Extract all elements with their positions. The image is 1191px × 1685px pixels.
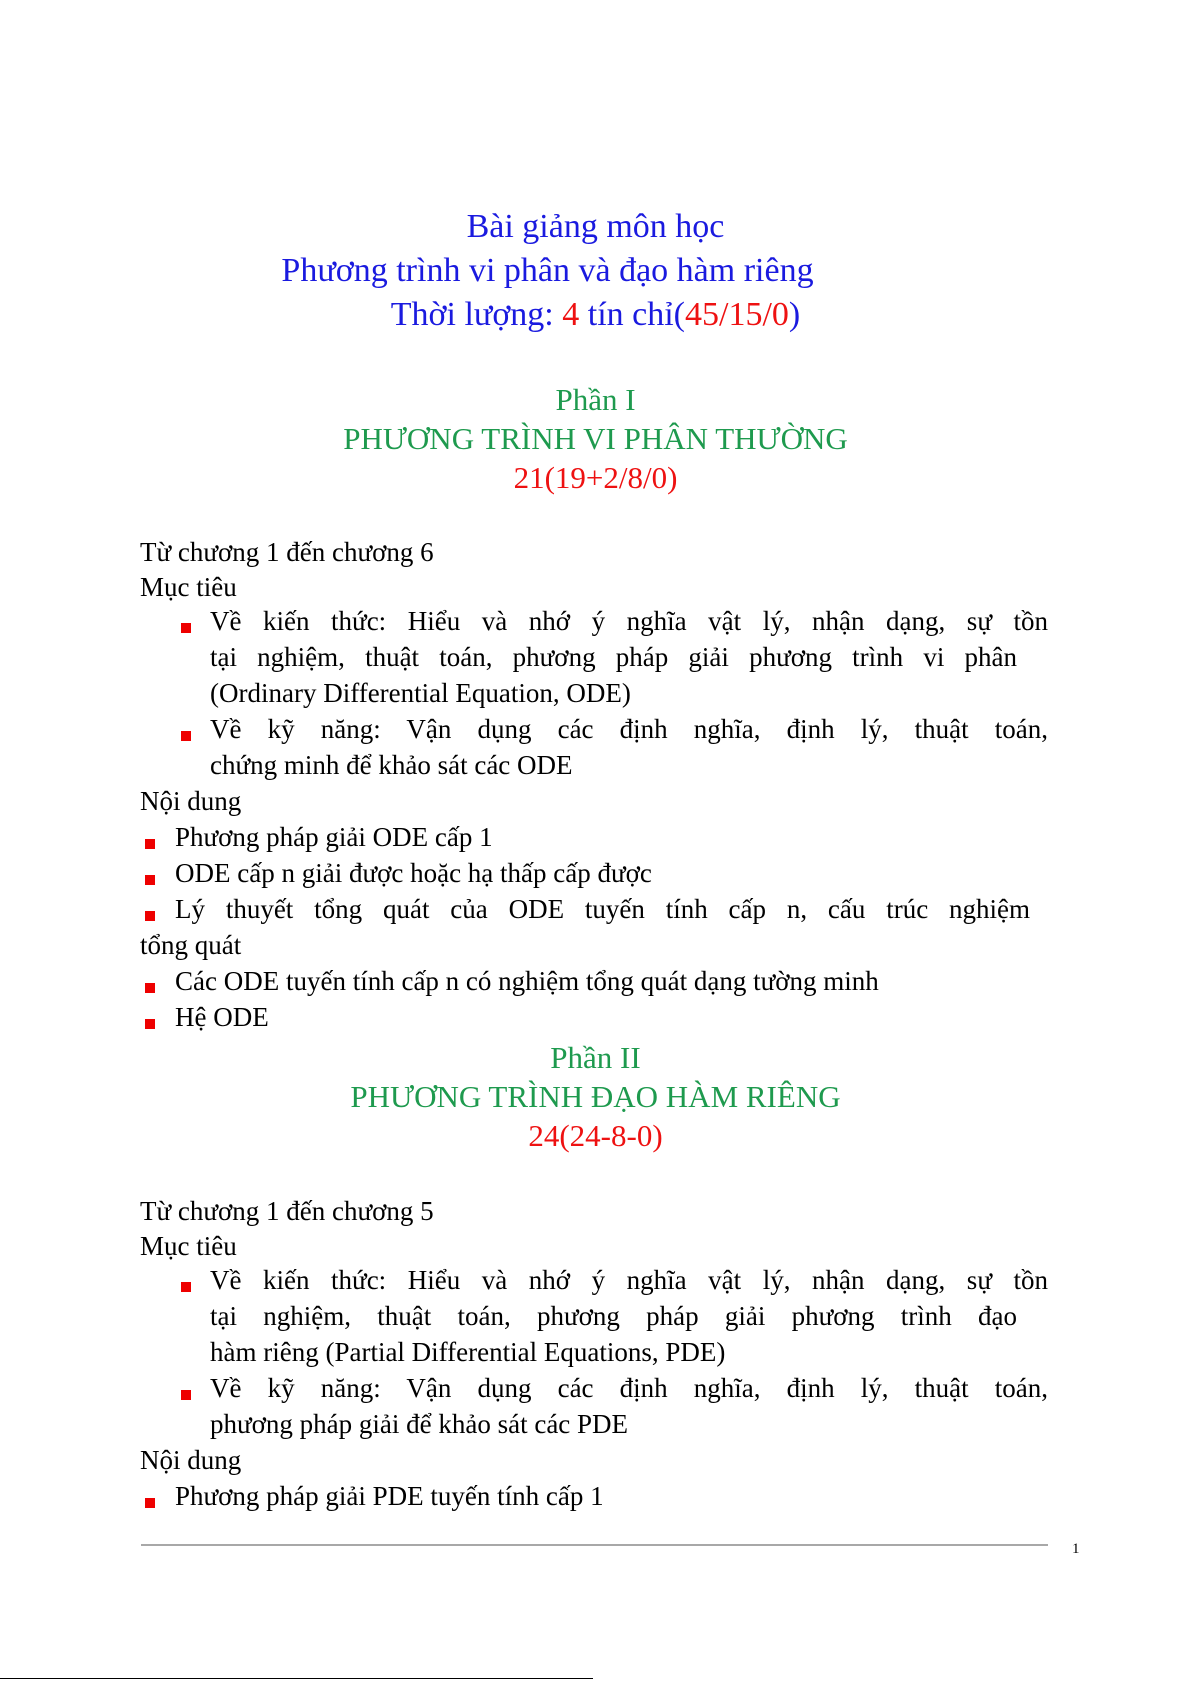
part1-goal-1-line-1: Về kiến thức: Hiểu và nhớ ý nghĩa vật lý, nhận dạng, sự tồn bbox=[210, 606, 1048, 636]
part1-chapters: Từ chương 1 đến chương 6 bbox=[140, 537, 434, 567]
part2-content-heading: Nội dung bbox=[140, 1445, 242, 1475]
duration-close: ) bbox=[788, 296, 801, 333]
part1-goal-1-line-2: tại nghiệm, thuật toán, phương pháp giải phương trình vi phân bbox=[210, 642, 1017, 672]
bullet-icon bbox=[181, 623, 191, 633]
bullet-icon bbox=[145, 1498, 155, 1508]
duration-line bbox=[0, 296, 1191, 334]
part1-content-heading: Nội dung bbox=[140, 786, 242, 816]
part1-label: Phần I bbox=[555, 382, 636, 417]
course-title: Bài giảng môn học bbox=[466, 208, 725, 245]
bullet-icon bbox=[145, 839, 155, 849]
course-name-line bbox=[0, 252, 1143, 290]
bullet-icon bbox=[181, 1390, 191, 1400]
part1-content-item-4: Các ODE tuyến tính cấp n có nghiệm tổng quát dạng tường minh bbox=[175, 966, 879, 996]
part2-hours: 24(24-8-0) bbox=[528, 1118, 663, 1153]
part1-goal-2-line-2: chứng minh để khảo sát các ODE bbox=[210, 750, 573, 780]
part1-content-item-5: Hệ ODE bbox=[175, 1002, 269, 1032]
part1-content-item-2: ODE cấp n giải được hoặc hạ thấp cấp được bbox=[175, 858, 652, 888]
page-number: 1 bbox=[1072, 1541, 1080, 1557]
bullet-icon bbox=[145, 1019, 155, 1029]
bullet-icon bbox=[181, 1282, 191, 1292]
bottom-rule bbox=[0, 1678, 593, 1679]
part1-goal-1-line-3: (Ordinary Differential Equation, ODE) bbox=[210, 678, 631, 708]
part2-goal-1-line-2: tại nghiệm, thuật toán, phương pháp giải phương trình đạo bbox=[210, 1301, 1017, 1331]
part1-goal-2-line-1: Về kỹ năng: Vận dụng các định nghĩa, định lý, thuật toán, bbox=[210, 714, 1048, 744]
part1-content-item-3-cont: tổng quát bbox=[140, 930, 242, 960]
part2-goal-2-line-2: phương pháp giải để khảo sát các PDE bbox=[210, 1409, 629, 1439]
duration-label: Thời lượng: bbox=[390, 296, 563, 333]
bullet-icon bbox=[181, 731, 191, 741]
bullet-icon bbox=[145, 911, 155, 921]
part2-label: Phần II bbox=[550, 1040, 641, 1075]
course-name: Phương trình vi phân và đạo hàm riêng bbox=[281, 252, 814, 289]
part2-title: PHƯƠNG TRÌNH ĐẠO HÀM RIÊNG bbox=[350, 1079, 841, 1114]
credit-unit: tín chỉ( bbox=[579, 296, 686, 333]
part1-title: PHƯƠNG TRÌNH VI PHÂN THƯỜNG bbox=[343, 421, 848, 456]
course-title-line bbox=[0, 208, 1191, 246]
part2-goals-heading: Mục tiêu bbox=[140, 1231, 237, 1261]
part2-goal-1-line-1: Về kiến thức: Hiểu và nhớ ý nghĩa vật lý, nhận dạng, sự tồn bbox=[210, 1265, 1048, 1295]
part1-hours: 21(19+2/8/0) bbox=[513, 460, 678, 495]
bullet-icon bbox=[145, 875, 155, 885]
hours-ratio: 45/15/0 bbox=[685, 296, 789, 333]
part1-goals-heading: Mục tiêu bbox=[140, 572, 237, 602]
part2-chapters: Từ chương 1 đến chương 5 bbox=[140, 1196, 434, 1226]
part2-goal-1-line-3: hàm riêng (Partial Differential Equations, PDE) bbox=[210, 1337, 726, 1367]
part1-content-item-3: Lý thuyết tổng quát của ODE tuyến tính cấp n, cấu trúc nghiệm bbox=[175, 894, 1030, 924]
bullet-icon bbox=[145, 983, 155, 993]
footer-divider bbox=[141, 1544, 1048, 1546]
part1-content-item-1: Phương pháp giải ODE cấp 1 bbox=[175, 822, 493, 852]
part2-goal-2-line-1: Về kỹ năng: Vận dụng các định nghĩa, định lý, thuật toán, bbox=[210, 1373, 1048, 1403]
part2-content-item-1: Phương pháp giải PDE tuyến tính cấp 1 bbox=[175, 1481, 604, 1511]
credit-count: 4 bbox=[562, 296, 580, 333]
